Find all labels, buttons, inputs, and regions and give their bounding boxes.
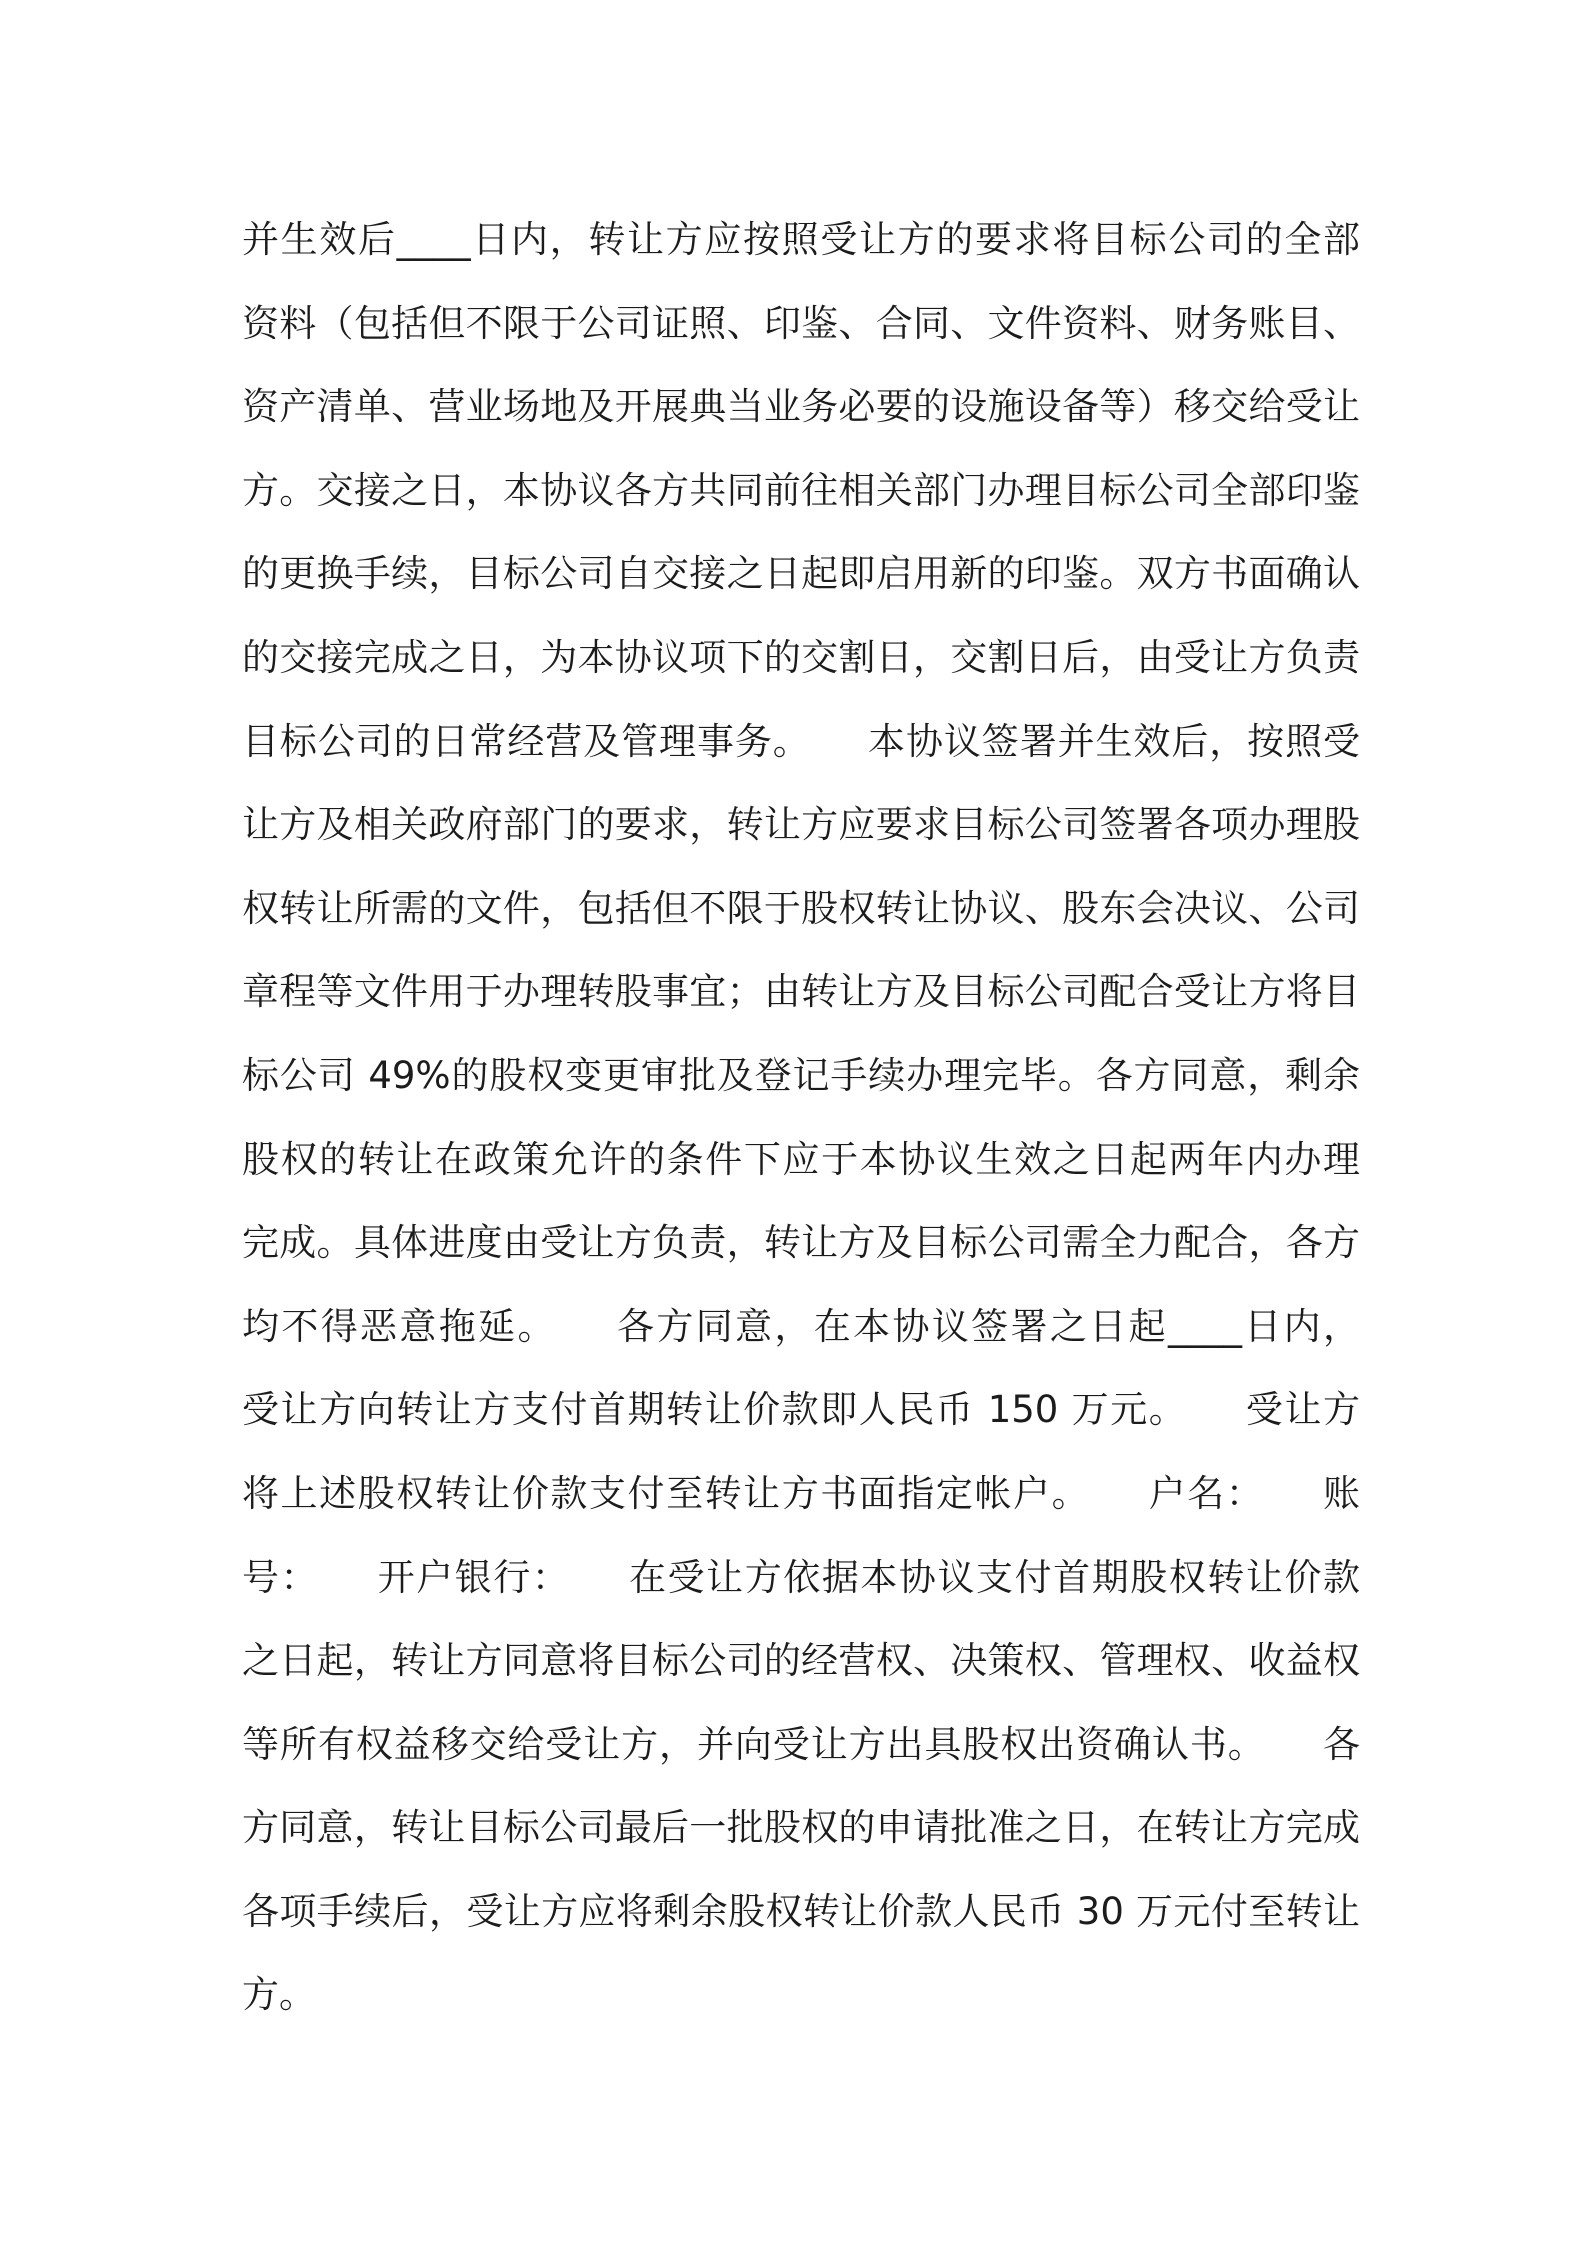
- text-line-6: 的交接完成之日，为本协议项下的交割日，交割日后，由受让方负责: [242, 635, 1360, 679]
- agreement-body-text: [242, 198, 1360, 2037]
- text-line-1: 并生效后____日内，转让方应按照受让方的要求将目标公司的全部: [242, 218, 1360, 261]
- text-line-8: 让方及相关政府部门的要求，转让方应要求目标公司签署各项办理股: [242, 803, 1360, 847]
- text-line-17: 号： 开户银行： 在受让方依据本协议支付首期股权转让价款: [242, 1555, 1360, 1599]
- text-line-14: 均不得恶意拖延。 各方同意，在本协议签署之日起____日内，: [242, 1304, 1360, 1348]
- text-line-7: 目标公司的日常经营及管理事务。 本协议签署并生效后，按照受: [242, 719, 1360, 763]
- text-line-10: 章程等文件用于办理转股事宜；由转让方及目标公司配合受让方将目: [242, 970, 1360, 1014]
- text-line-18: 之日起，转让方同意将目标公司的经营权、决策权、管理权、收益权: [242, 1639, 1360, 1683]
- text-line-3: 资产清单、营业场地及开展典当业务必要的设施设备等）移交给受让: [242, 385, 1360, 429]
- text-line-20: 方同意，转让目标公司最后一批股权的申请批准之日，在转让方完成: [242, 1806, 1360, 1850]
- text-line-11: 标公司 49%的股权变更审批及登记手续办理完毕。各方同意，剩余: [242, 1053, 1360, 1097]
- text-line-9: 权转让所需的文件，包括但不限于股权转让协议、股东会决议、公司: [242, 886, 1360, 930]
- text-line-12: 股权的转让在政策允许的条件下应于本协议生效之日起两年内办理: [242, 1137, 1360, 1181]
- text-line-16: 将上述股权转让价款支付至转让方书面指定帐户。 户名： 账: [242, 1471, 1360, 1515]
- text-line-13: 完成。具体进度由受让方负责，转让方及目标公司需全力配合，各方: [242, 1221, 1360, 1265]
- text-line-2: 资料（包括但不限于公司证照、印鉴、合同、文件资料、财务账目、: [242, 301, 1360, 345]
- text-line-21: 各项手续后，受让方应将剩余股权转让价款人民币 30 万元付至转让: [242, 1889, 1360, 1933]
- text-line-5: 的更换手续，目标公司自交接之日起即启用新的印鉴。双方书面确认: [242, 552, 1360, 596]
- text-line-19: 等所有权益移交给受让方，并向受让方出具股权出资确认书。 各: [242, 1722, 1360, 1766]
- text-line-15: 受让方向转让方支付首期转让价款即人民币 150 万元。 受让方: [242, 1388, 1360, 1432]
- text-line-22: 方。: [242, 1973, 316, 2017]
- text-line-4: 方。交接之日，本协议各方共同前往相关部门办理目标公司全部印鉴: [242, 468, 1360, 512]
